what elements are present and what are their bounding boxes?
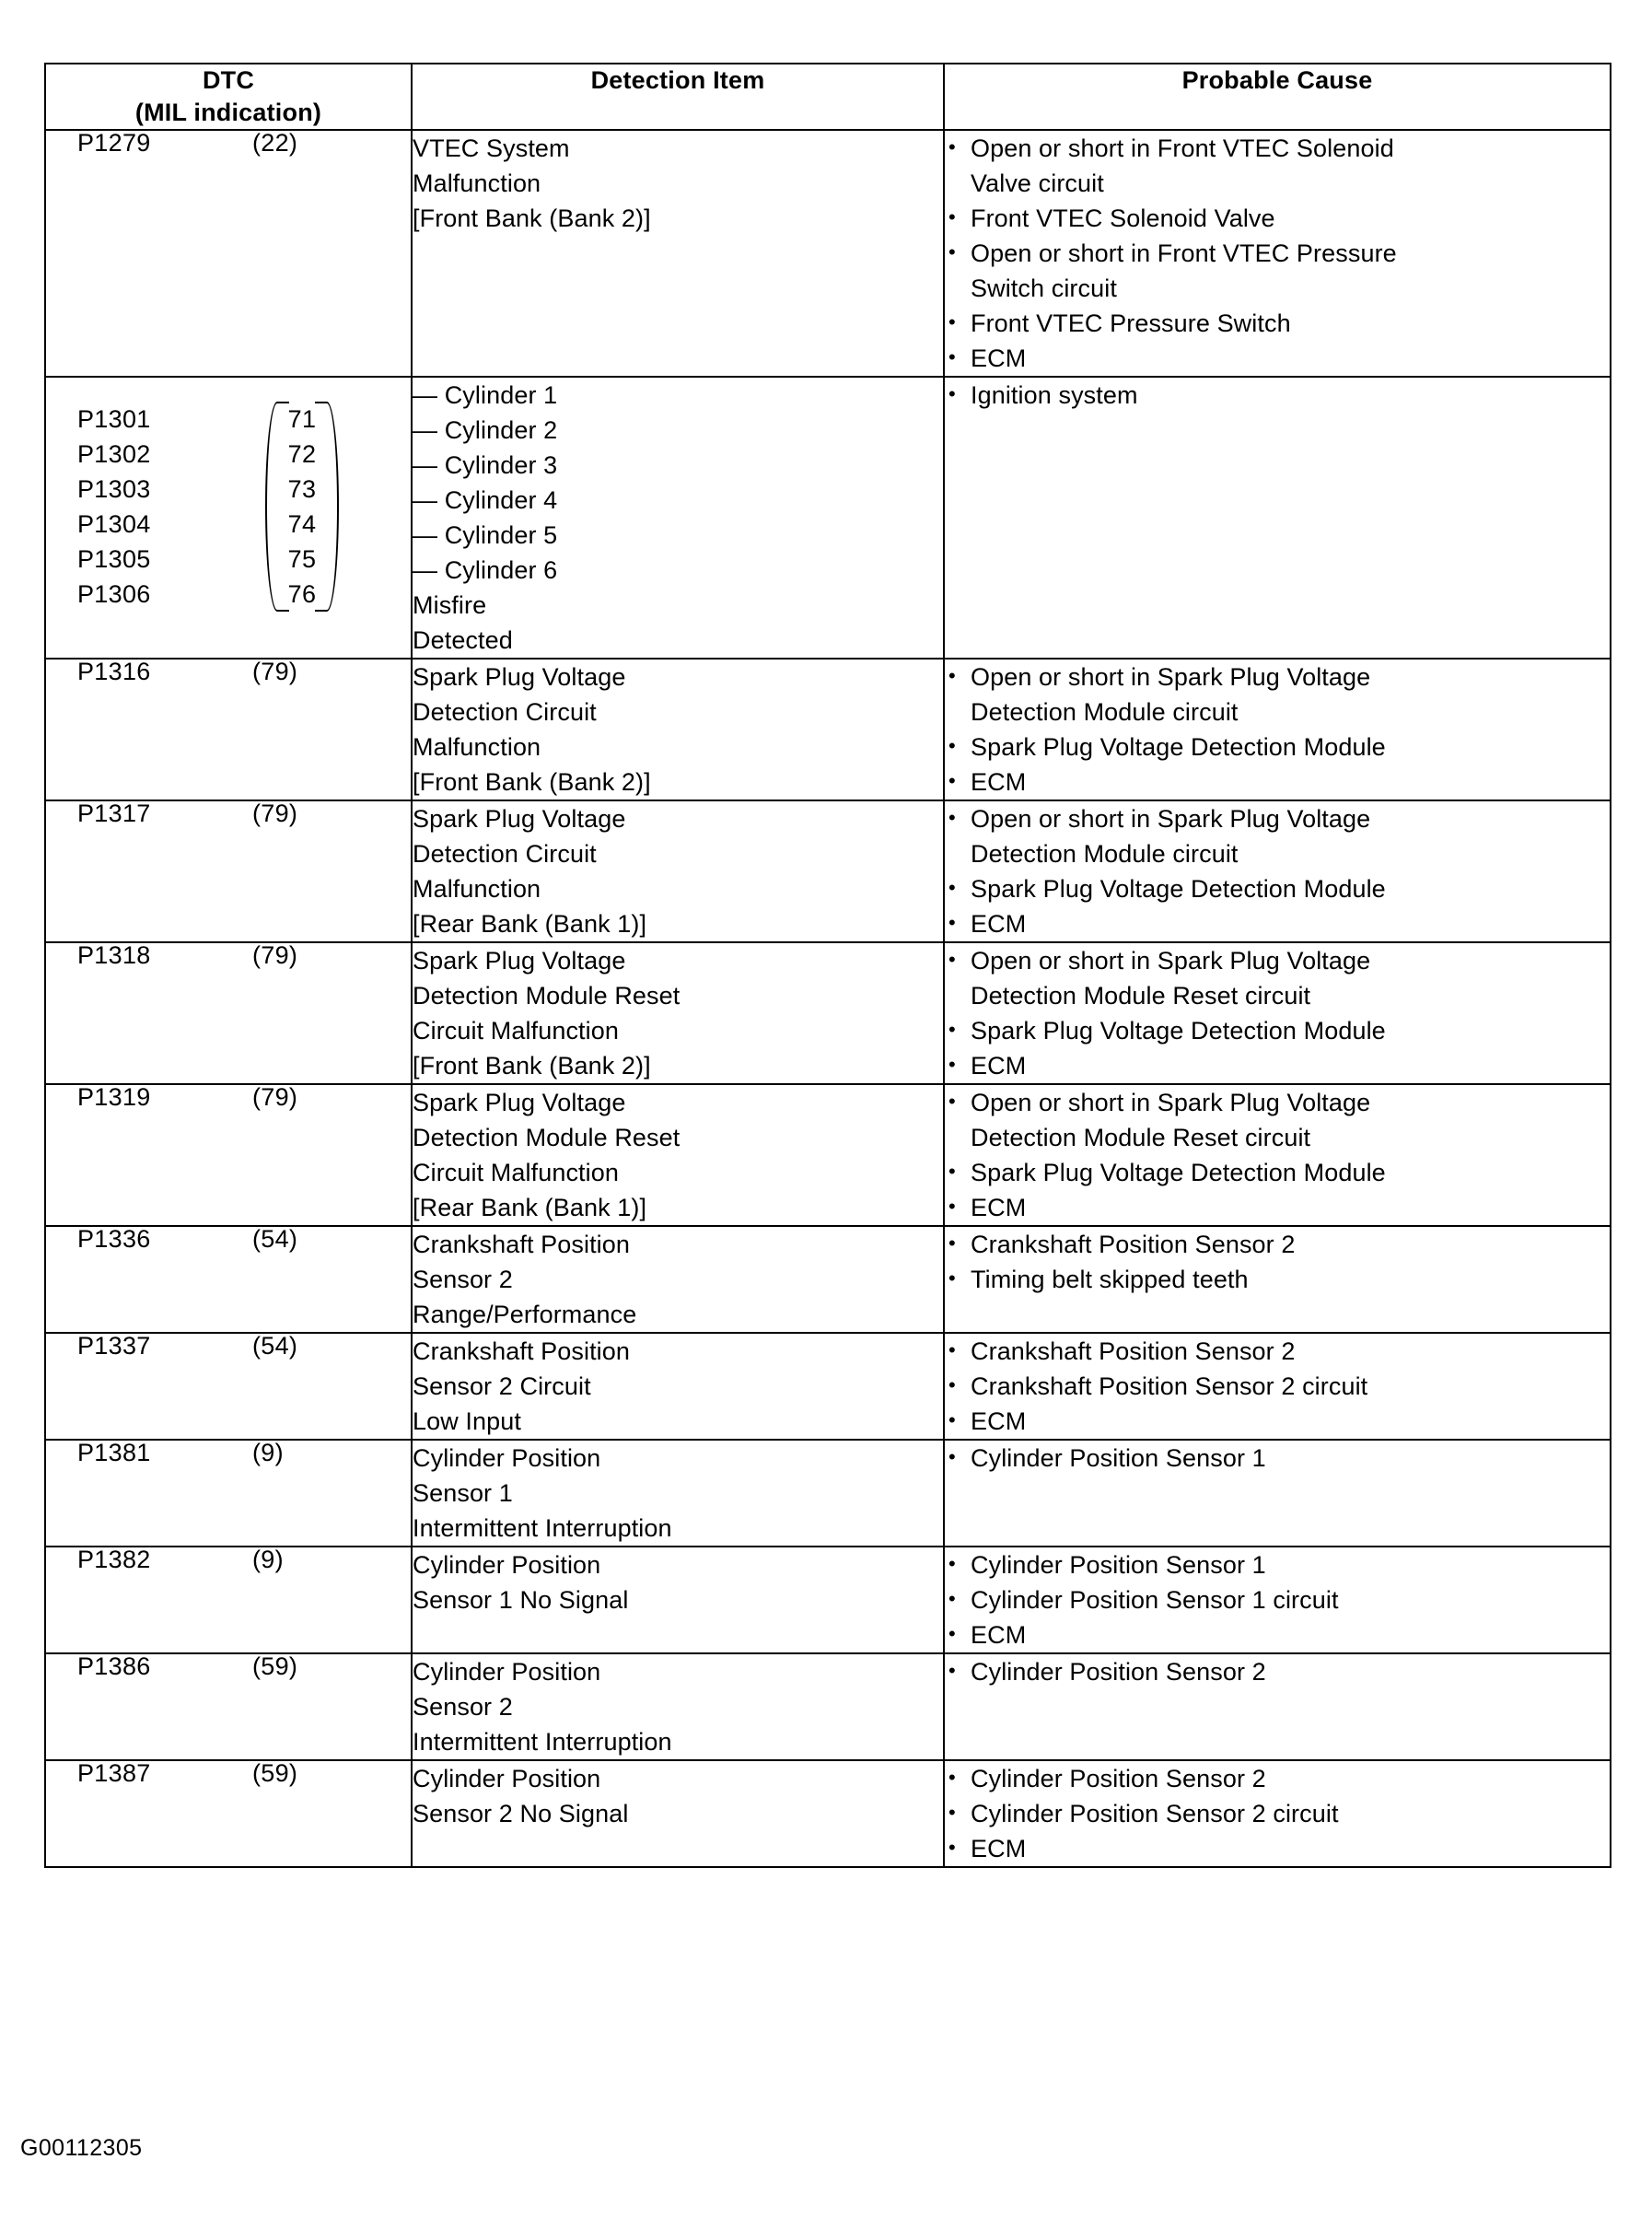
cell-dtc <box>45 1440 412 1547</box>
cell-probable-cause <box>944 1440 1611 1547</box>
probable-cause-item: • ECM <box>945 341 1610 376</box>
table-row <box>45 1084 1611 1226</box>
detection-item-line: — Cylinder 5 <box>413 521 558 550</box>
dtc-code: P1316 <box>77 658 151 686</box>
table-row <box>45 800 1611 942</box>
detection-item-line: [Rear Bank (Bank 1)] <box>413 910 647 939</box>
detection-item-line: Spark Plug Voltage <box>413 947 626 975</box>
probable-cause-item: • Front VTEC Solenoid Valve <box>945 201 1610 236</box>
cell-detection-item <box>412 1547 944 1653</box>
mil-indication: 73 <box>287 475 317 504</box>
dtc-code: P1303 <box>77 475 151 504</box>
cell-dtc <box>45 942 412 1084</box>
detection-item-line: Intermittent Interruption <box>413 1728 672 1757</box>
probable-cause-item-continuation: Detection Module circuit <box>971 698 1239 727</box>
dtc-code: P1319 <box>77 1083 151 1112</box>
cell-probable-cause <box>944 1653 1611 1760</box>
brace-right-icon <box>328 402 343 612</box>
detection-item-line: Detection Circuit <box>413 840 597 869</box>
table-body <box>45 130 1611 1867</box>
dtc-code: P1387 <box>77 1759 151 1788</box>
probable-cause-item: • Open or short in Spark Plug Voltage Detection Module circuit <box>945 801 1610 871</box>
cell-detection-item <box>412 1653 944 1760</box>
dtc-code: P1304 <box>77 510 151 539</box>
probable-cause-item: • Crankshaft Position Sensor 2 <box>945 1227 1610 1262</box>
probable-cause-item: • Spark Plug Voltage Detection Module <box>945 871 1610 906</box>
column-header-dtc-line2: (MIL indication) <box>134 99 322 127</box>
cell-detection-item <box>412 1084 944 1226</box>
probable-cause-item: • ECM <box>945 1190 1610 1225</box>
probable-cause-item: • Cylinder Position Sensor 2 <box>945 1761 1610 1796</box>
detection-item-line: Sensor 1 <box>413 1479 513 1508</box>
probable-cause-item: • Cylinder Position Sensor 2 <box>945 1654 1610 1689</box>
dtc-code: P1306 <box>77 580 151 609</box>
dtc-entry <box>46 1761 411 1786</box>
dtc-entry <box>46 1227 411 1252</box>
detection-item-line: Spark Plug Voltage <box>413 1089 626 1117</box>
table-row <box>45 1547 1611 1653</box>
probable-cause-item: • ECM <box>945 1831 1610 1866</box>
header-row <box>45 64 1611 130</box>
dtc-entry <box>46 131 411 156</box>
cell-probable-cause <box>944 659 1611 800</box>
dtc-table <box>44 63 1611 1868</box>
cell-dtc <box>45 800 412 942</box>
cell-dtc <box>45 130 412 377</box>
dtc-code: P1301 <box>77 405 151 434</box>
table-row <box>45 942 1611 1084</box>
dtc-entry <box>46 660 411 684</box>
table-row <box>45 377 1611 659</box>
table-row <box>45 659 1611 800</box>
mil-indication: 71 <box>287 405 317 434</box>
figure-reference-code: G00112305 <box>20 2135 143 2161</box>
column-header-dtc-line1: DTC <box>202 66 255 94</box>
dtc-code: P1305 <box>77 545 151 574</box>
brace-left-icon <box>262 402 276 612</box>
mil-brace-group <box>252 402 343 612</box>
detection-item-line: Spark Plug Voltage <box>413 663 626 692</box>
cell-detection-item <box>412 1226 944 1333</box>
probable-cause-item: • Open or short in Spark Plug Voltage Detection Module Reset circuit <box>945 943 1610 1013</box>
table-header <box>45 64 1611 130</box>
mil-indication: (79) <box>252 658 298 686</box>
table-row <box>45 1760 1611 1867</box>
detection-item-line: Cylinder Position <box>413 1658 601 1687</box>
dtc-code: P1386 <box>77 1652 151 1681</box>
detection-item-line: Low Input <box>413 1407 521 1436</box>
mil-indication: (59) <box>252 1652 298 1681</box>
probable-cause-item: • Open or short in Front VTEC Pressure Switch circuit <box>945 236 1610 306</box>
dtc-entry <box>46 943 411 968</box>
probable-cause-item: • ECM <box>945 1617 1610 1652</box>
dtc-code-list <box>77 402 252 612</box>
cell-detection-item <box>412 800 944 942</box>
dtc-code: P1302 <box>77 440 151 469</box>
cell-detection-item <box>412 659 944 800</box>
detection-item-line: Sensor 2 <box>413 1693 513 1722</box>
cell-probable-cause <box>944 942 1611 1084</box>
probable-cause-item: • Open or short in Spark Plug Voltage Detection Module circuit <box>945 660 1610 730</box>
detection-item-line: Circuit Malfunction <box>413 1017 619 1045</box>
detection-item-line: Malfunction <box>413 733 541 762</box>
table-row <box>45 1440 1611 1547</box>
detection-item-line: Intermittent Interruption <box>413 1514 672 1543</box>
probable-cause-item: • Open or short in Front VTEC Solenoid Valve circuit <box>945 131 1610 201</box>
dtc-entry <box>46 1334 411 1359</box>
table-row <box>45 1226 1611 1333</box>
probable-cause-item: • Ignition system <box>945 378 1610 413</box>
detection-item-line: Malfunction <box>413 875 541 904</box>
cell-probable-cause <box>944 377 1611 659</box>
table-row <box>45 1653 1611 1760</box>
mil-indication: 74 <box>287 510 317 539</box>
cell-probable-cause <box>944 130 1611 377</box>
column-header-probable-cause: Probable Cause <box>944 64 1611 130</box>
detection-item-line: Detection Circuit <box>413 698 597 727</box>
dtc-code: P1336 <box>77 1225 151 1254</box>
detection-item-line: Cylinder Position <box>413 1551 601 1580</box>
cell-detection-item <box>412 130 944 377</box>
dtc-code: P1279 <box>77 129 151 158</box>
detection-item-line: Malfunction <box>413 169 541 198</box>
detection-item-line: Circuit Malfunction <box>413 1159 619 1187</box>
mil-indication: (54) <box>252 1332 298 1360</box>
probable-cause-item-continuation: Detection Module Reset circuit <box>971 1124 1311 1152</box>
cell-detection-item <box>412 377 944 659</box>
dtc-entry <box>46 1441 411 1465</box>
table-row <box>45 130 1611 377</box>
table-row <box>45 1333 1611 1440</box>
probable-cause-item-continuation: Detection Module Reset circuit <box>971 982 1311 1010</box>
probable-cause-item: • Front VTEC Pressure Switch <box>945 306 1610 341</box>
dtc-code: P1318 <box>77 941 151 970</box>
cell-detection-item <box>412 1440 944 1547</box>
probable-cause-item: • Timing belt skipped teeth <box>945 1262 1610 1297</box>
mil-indication: 72 <box>287 440 317 469</box>
column-header-dtc <box>45 64 412 130</box>
cell-probable-cause <box>944 1333 1611 1440</box>
cell-probable-cause <box>944 800 1611 942</box>
cell-dtc <box>45 1084 412 1226</box>
mil-indication: (22) <box>252 129 298 158</box>
probable-cause-item: • Open or short in Spark Plug Voltage Detection Module Reset circuit <box>945 1085 1610 1155</box>
detection-item-line: Range/Performance <box>413 1301 637 1329</box>
cell-dtc <box>45 659 412 800</box>
detection-item-line: — Cylinder 3 <box>413 451 558 480</box>
probable-cause-item: • Spark Plug Voltage Detection Module <box>945 1155 1610 1190</box>
dtc-entry <box>46 1547 411 1572</box>
detection-item-line: — Cylinder 1 <box>413 381 558 410</box>
cell-probable-cause <box>944 1760 1611 1867</box>
detection-item-line: Sensor 2 <box>413 1266 513 1294</box>
detection-item-line: Detected <box>413 626 513 655</box>
cell-probable-cause <box>944 1226 1611 1333</box>
mil-indication: 76 <box>287 580 317 609</box>
probable-cause-item: • Spark Plug Voltage Detection Module <box>945 730 1610 765</box>
detection-item-line: Spark Plug Voltage <box>413 805 626 834</box>
dtc-code: P1337 <box>77 1332 151 1360</box>
detection-item-line: Cylinder Position <box>413 1444 601 1473</box>
probable-cause-item: • Cylinder Position Sensor 1 circuit <box>945 1582 1610 1617</box>
mil-indication: (79) <box>252 800 298 828</box>
mil-indication: 75 <box>287 545 317 574</box>
dtc-entry <box>46 801 411 826</box>
cell-dtc <box>45 1333 412 1440</box>
detection-item-line: Crankshaft Position <box>413 1337 631 1366</box>
probable-cause-item: • ECM <box>945 906 1610 941</box>
detection-item-line: Sensor 2 Circuit <box>413 1372 591 1401</box>
cell-dtc <box>45 1653 412 1760</box>
probable-cause-item: • Cylinder Position Sensor 1 <box>945 1547 1610 1582</box>
mil-indication: (9) <box>252 1439 284 1467</box>
detection-item-line: [Front Bank (Bank 2)] <box>413 1052 651 1080</box>
probable-cause-item: • Spark Plug Voltage Detection Module <box>945 1013 1610 1048</box>
detection-item-line: Crankshaft Position <box>413 1231 631 1259</box>
probable-cause-item: • Cylinder Position Sensor 1 <box>945 1441 1610 1476</box>
detection-item-line: Cylinder Position <box>413 1765 601 1793</box>
cell-detection-item <box>412 1760 944 1867</box>
dtc-code: P1317 <box>77 800 151 828</box>
cell-detection-item <box>412 1333 944 1440</box>
cell-dtc <box>45 1226 412 1333</box>
probable-cause-item: • ECM <box>945 1048 1610 1083</box>
detection-item-line: Sensor 2 No Signal <box>413 1800 629 1828</box>
detection-item-line: [Rear Bank (Bank 1)] <box>413 1194 647 1222</box>
dtc-entry <box>46 1085 411 1110</box>
probable-cause-item: • Cylinder Position Sensor 2 circuit <box>945 1796 1610 1831</box>
probable-cause-item: • Crankshaft Position Sensor 2 <box>945 1334 1610 1369</box>
dtc-code: P1381 <box>77 1439 151 1467</box>
probable-cause-item: • ECM <box>945 1404 1610 1439</box>
detection-item-line: Detection Module Reset <box>413 982 681 1010</box>
dtc-entry <box>46 1654 411 1679</box>
mil-indication: (54) <box>252 1225 298 1254</box>
cell-detection-item <box>412 942 944 1084</box>
detection-item-line: [Front Bank (Bank 2)] <box>413 204 651 233</box>
dtc-code: P1382 <box>77 1546 151 1574</box>
cell-dtc <box>45 1547 412 1653</box>
mil-indication: (79) <box>252 1083 298 1112</box>
mil-indication: (59) <box>252 1759 298 1788</box>
probable-cause-item-continuation: Detection Module circuit <box>971 840 1239 869</box>
mil-indication: (79) <box>252 941 298 970</box>
cell-probable-cause <box>944 1084 1611 1226</box>
cell-probable-cause <box>944 1547 1611 1653</box>
cell-dtc <box>45 1760 412 1867</box>
mil-indication: (9) <box>252 1546 284 1574</box>
probable-cause-item-continuation: Switch circuit <box>971 274 1117 303</box>
detection-item-line: — Cylinder 2 <box>413 416 558 445</box>
probable-cause-item: • ECM <box>945 765 1610 800</box>
cell-dtc <box>45 377 412 659</box>
dtc-group <box>46 378 411 630</box>
detection-item-line: — Cylinder 4 <box>413 486 558 515</box>
probable-cause-item-continuation: Valve circuit <box>971 169 1104 198</box>
detection-item-line: VTEC System <box>413 134 570 163</box>
detection-item-line: Misfire <box>413 591 487 620</box>
probable-cause-item: • Crankshaft Position Sensor 2 circuit <box>945 1369 1610 1404</box>
detection-item-line: Detection Module Reset <box>413 1124 681 1152</box>
detection-item-line: Sensor 1 No Signal <box>413 1586 629 1615</box>
detection-item-line: [Front Bank (Bank 2)] <box>413 768 651 797</box>
detection-item-line: — Cylinder 6 <box>413 556 558 585</box>
column-header-detection-item: Detection Item <box>412 64 944 130</box>
